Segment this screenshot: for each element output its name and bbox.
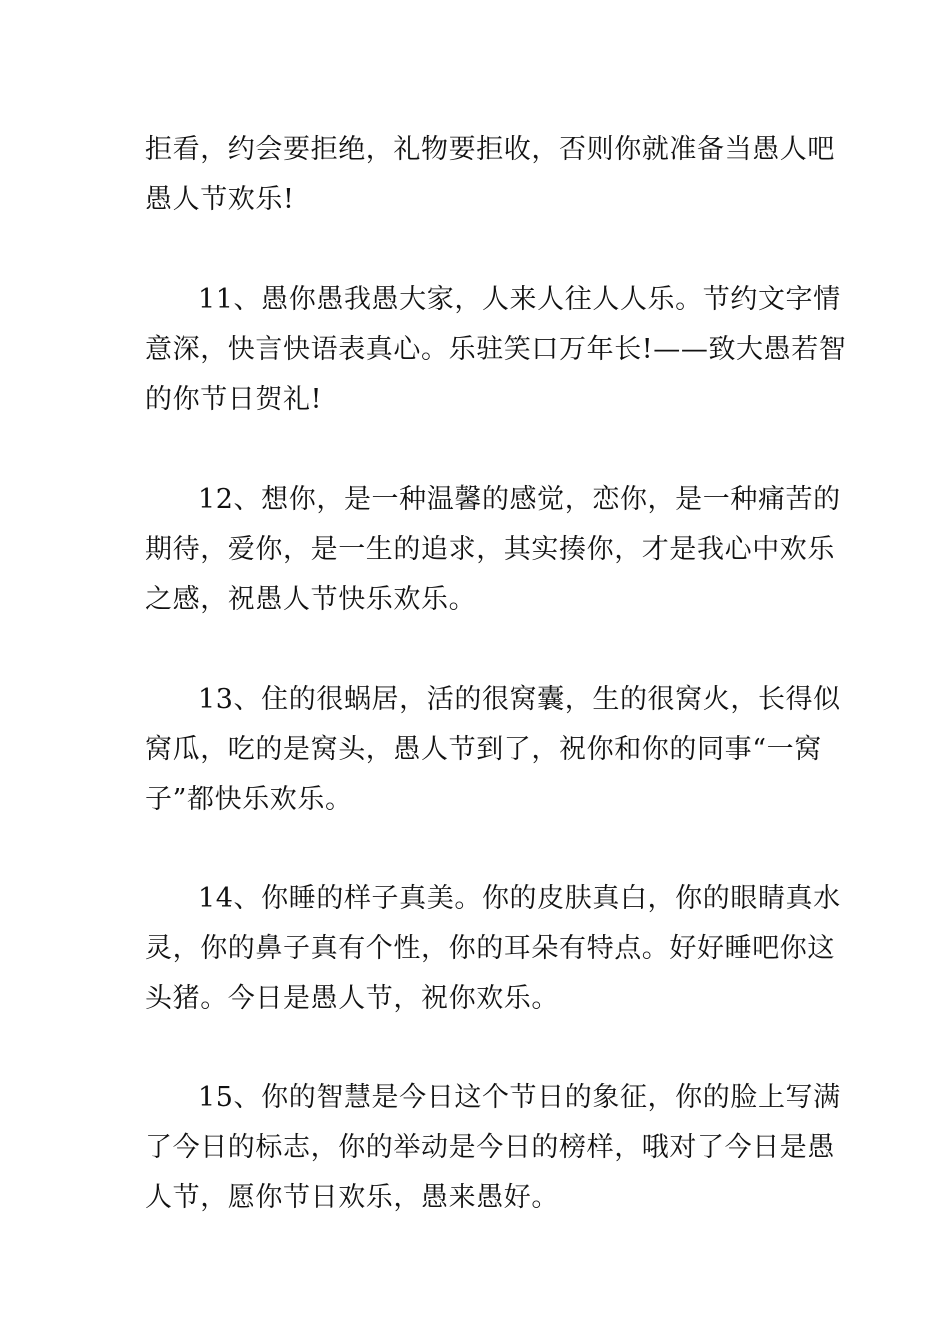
paragraph-14-line-1: 14、你睡的样子真美。你的皮肤真白，你的眼睛真水 — [198, 883, 841, 914]
paragraph-11-line-2: 意深，快言快语表真心。乐驻笑口万年长!——致大愚若智 — [145, 334, 847, 365]
paragraph-13-line-2: 窝瓜，吃的是窝头，愚人节到了，祝你和你的同事“一窝 — [145, 734, 822, 765]
paragraph-15-line-3: 人节，愿你节日欢乐，愚来愚好。 — [145, 1182, 559, 1213]
paragraph-13-line-1: 13、住的很蜗居，活的很窝囊，生的很窝火，长得似 — [198, 684, 841, 715]
paragraph-14-line-3: 头猪。今日是愚人节，祝你欢乐。 — [145, 983, 559, 1014]
paragraph-13-line-3: 子”都快乐欢乐。 — [145, 784, 353, 815]
paragraph-11-line-1: 11、愚你愚我愚大家，人来人往人人乐。节约文字情 — [198, 284, 841, 315]
paragraph-15-line-2: 了今日的标志，你的举动是今日的榜样，哦对了今日是愚 — [145, 1132, 835, 1163]
paragraph-14-line-2: 灵，你的鼻子真有个性，你的耳朵有特点。好好睡吧你这 — [145, 933, 835, 964]
paragraph-10-line-2: 愚人节欢乐! — [145, 184, 295, 215]
paragraph-10-line-1: 拒看，约会要拒绝，礼物要拒收，否则你就准备当愚人吧 — [145, 134, 835, 165]
paragraph-11-line-3: 的你节日贺礼! — [145, 384, 323, 415]
paragraph-12-line-1: 12、想你，是一种温馨的感觉，恋你，是一种痛苦的 — [198, 484, 841, 515]
paragraph-15-line-1: 15、你的智慧是今日这个节日的象征，你的脸上写满 — [198, 1082, 841, 1113]
paragraph-12-line-2: 期待，爱你，是一生的追求，其实揍你，才是我心中欢乐 — [145, 534, 835, 565]
paragraph-12-line-3: 之感，祝愚人节快乐欢乐。 — [145, 584, 477, 615]
